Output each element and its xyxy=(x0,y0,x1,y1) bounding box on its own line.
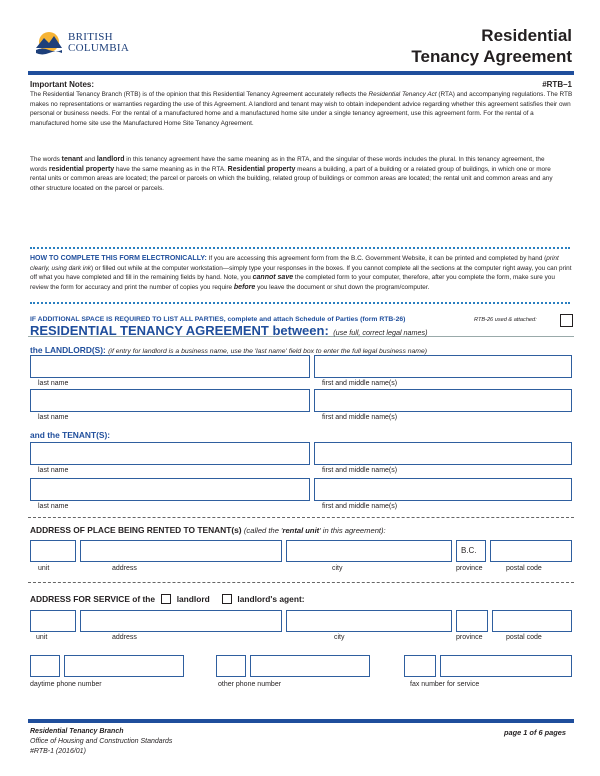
fax-label: fax number for service xyxy=(410,681,480,688)
other-phone-area-input[interactable] xyxy=(216,655,246,677)
form-code: #RTB–1 xyxy=(542,80,572,89)
landlord2-first-name-input[interactable] xyxy=(314,389,572,412)
service-address-label: address xyxy=(112,634,137,641)
service-city-input[interactable] xyxy=(286,610,452,632)
landlord1-first-name-input[interactable] xyxy=(314,355,572,378)
schedule-attached-checkbox[interactable] xyxy=(560,314,573,327)
notes-heading: Important Notes: xyxy=(30,80,94,89)
rental-city-label: city xyxy=(332,565,343,572)
service-address-heading: ADDRESS FOR SERVICE of the landlord landlord's agent: xyxy=(30,594,305,604)
page-title xyxy=(312,26,572,68)
rental-unit-input[interactable] xyxy=(30,540,76,562)
notes-paragraph-2: The words tenant and landlord in this tenancy agreement have the same meaning as in the RTA, and the singular of these words includes the plural. In this tenancy agreement, the words residential property have the same meaning as in the RTA. Residential property means a building, a part of a building or a related group of buildings, in which one or more rental units or common areas are located; the parcel or parcels on which the building, related group of buildings or common areas are located; the rental unit and common areas and any other structure located on the parcel or parcels. xyxy=(30,156,553,192)
service-landlord-checkbox[interactable] xyxy=(161,594,171,604)
header-rule xyxy=(28,71,574,75)
landlord2-first-name-label: first and middle name(s) xyxy=(322,414,398,421)
landlord1-last-name-input[interactable] xyxy=(30,355,310,378)
tenant1-last-name-input[interactable] xyxy=(30,442,310,465)
service-unit-label: unit xyxy=(36,634,48,641)
rental-address-label: address xyxy=(112,565,137,572)
rental-postal-code-input[interactable] xyxy=(490,540,572,562)
service-address-input[interactable] xyxy=(80,610,282,632)
service-city-label: city xyxy=(334,634,345,641)
bc-logo xyxy=(34,26,144,60)
service-unit-input[interactable] xyxy=(30,610,76,632)
service-province-input[interactable] xyxy=(456,610,488,632)
footer-left xyxy=(30,727,172,757)
divider-dashed-1 xyxy=(28,517,574,518)
howto-paragraph: HOW TO COMPLETE THIS FORM ELECTRONICALLY: If you are accessing this agreement form from the B.C. Government Website, it can be printed and completed by hand (print clearly, using dark ink) or filled out while at the computer workstation—simply type your responses in the boxes. If you cannot complete all the sections at the computer right away, you can print off what you have completed and fill in the remaining fields by hand. Note, you cannot save the completed form to your computer, therefore, after you complete the form, make sure you review the form for accuracy and print the number of copies you require before you leave the document or shut down the program/computer. xyxy=(30,255,572,291)
tenant-heading: and the TENANT(S): xyxy=(30,430,111,440)
landlord1-first-name-label: first and middle name(s) xyxy=(322,380,398,387)
rental-province-input[interactable] xyxy=(456,540,486,562)
rental-address-input[interactable] xyxy=(80,540,282,562)
other-phone-label: other phone number xyxy=(218,681,282,688)
footer-code: #RTB-1 (2016/01) xyxy=(30,748,86,755)
title-line1: Residential xyxy=(481,26,572,45)
tenant2-last-name-label: last name xyxy=(38,503,69,510)
divider-dotted-2 xyxy=(30,302,570,304)
service-province-label: province xyxy=(456,634,483,641)
title-line2: Tenancy Agreement xyxy=(411,47,572,66)
tenant2-last-name-input[interactable] xyxy=(30,478,310,501)
service-postal-code-label: postal code xyxy=(506,634,542,641)
footer-office: Office of Housing and Construction Standards xyxy=(30,738,173,745)
rental-province-label: province xyxy=(456,565,483,572)
landlord-heading: the LANDLORD(S): (if entry for landlord is a business name, use the 'last name' field box to enter the full legal business name) xyxy=(30,345,427,355)
tenant1-first-name-label: first and middle name(s) xyxy=(322,467,398,474)
footer-rule xyxy=(28,719,574,723)
tenant2-first-name-input[interactable] xyxy=(314,478,572,501)
footer-branch: Residential Tenancy Branch xyxy=(30,728,124,735)
agreement-heading: RESIDENTIAL TENANCY AGREEMENT between: (use full, correct legal names) xyxy=(30,323,428,338)
divider-dotted xyxy=(30,247,570,249)
logo-line1: BRITISH xyxy=(68,31,113,43)
notes-paragraph-1: The Residential Tenancy Branch (RTB) is of the opinion that this Residential Tenancy Agreement accurately reflects the Residential Tenancy Act (RTA) and accompanying regulations. The RTB makes no representations or warranties regarding the use of this Agreement. A landlord and tenant may wish to obtain independent advice regarding whether this agreement satisfies their own personal or business needs. For the rental of a manufactured home and a manufactured home site under a single tenancy agreement, use this agreement form. For the rental of a manufactured home site use the Manufactured Home Site Tenancy Agreement. xyxy=(30,91,573,127)
daytime-phone-label: daytime phone number xyxy=(30,681,102,688)
fax-input[interactable] xyxy=(440,655,572,677)
landlord2-last-name-label: last name xyxy=(38,414,69,421)
daytime-phone-area-input[interactable] xyxy=(30,655,60,677)
footer-page-number: page 1 of 6 pages xyxy=(503,728,566,737)
schedule-attached-label: RTB-26 used & attached: xyxy=(474,317,537,323)
divider-dashed-2 xyxy=(28,582,574,583)
rental-city-input[interactable] xyxy=(286,540,452,562)
rental-province-value: B.C. xyxy=(461,546,477,555)
rental-address-heading: ADDRESS OF PLACE BEING RENTED TO TENANT(s) (called the 'rental unit' in this agreement): xyxy=(30,525,386,535)
other-phone-input[interactable] xyxy=(250,655,370,677)
daytime-phone-input[interactable] xyxy=(64,655,184,677)
rental-postal-code-label: postal code xyxy=(506,565,542,572)
logo-line2: COLUMBIA xyxy=(68,42,130,54)
tenant1-first-name-input[interactable] xyxy=(314,442,572,465)
fax-area-input[interactable] xyxy=(404,655,436,677)
bc-sun-mountain-icon xyxy=(34,28,64,56)
service-postal-code-input[interactable] xyxy=(492,610,572,632)
service-agent-checkbox[interactable] xyxy=(222,594,232,604)
schedule-text: IF ADDITIONAL SPACE IS REQUIRED TO LIST ALL PARTIES, complete and attach Schedule of Parties (form RTB-26) xyxy=(30,316,406,323)
landlord1-last-name-label: last name xyxy=(38,380,69,387)
rental-unit-label: unit xyxy=(38,565,50,572)
landlord2-last-name-input[interactable] xyxy=(30,389,310,412)
tenant2-first-name-label: first and middle name(s) xyxy=(322,503,398,510)
tenant1-last-name-label: last name xyxy=(38,467,69,474)
